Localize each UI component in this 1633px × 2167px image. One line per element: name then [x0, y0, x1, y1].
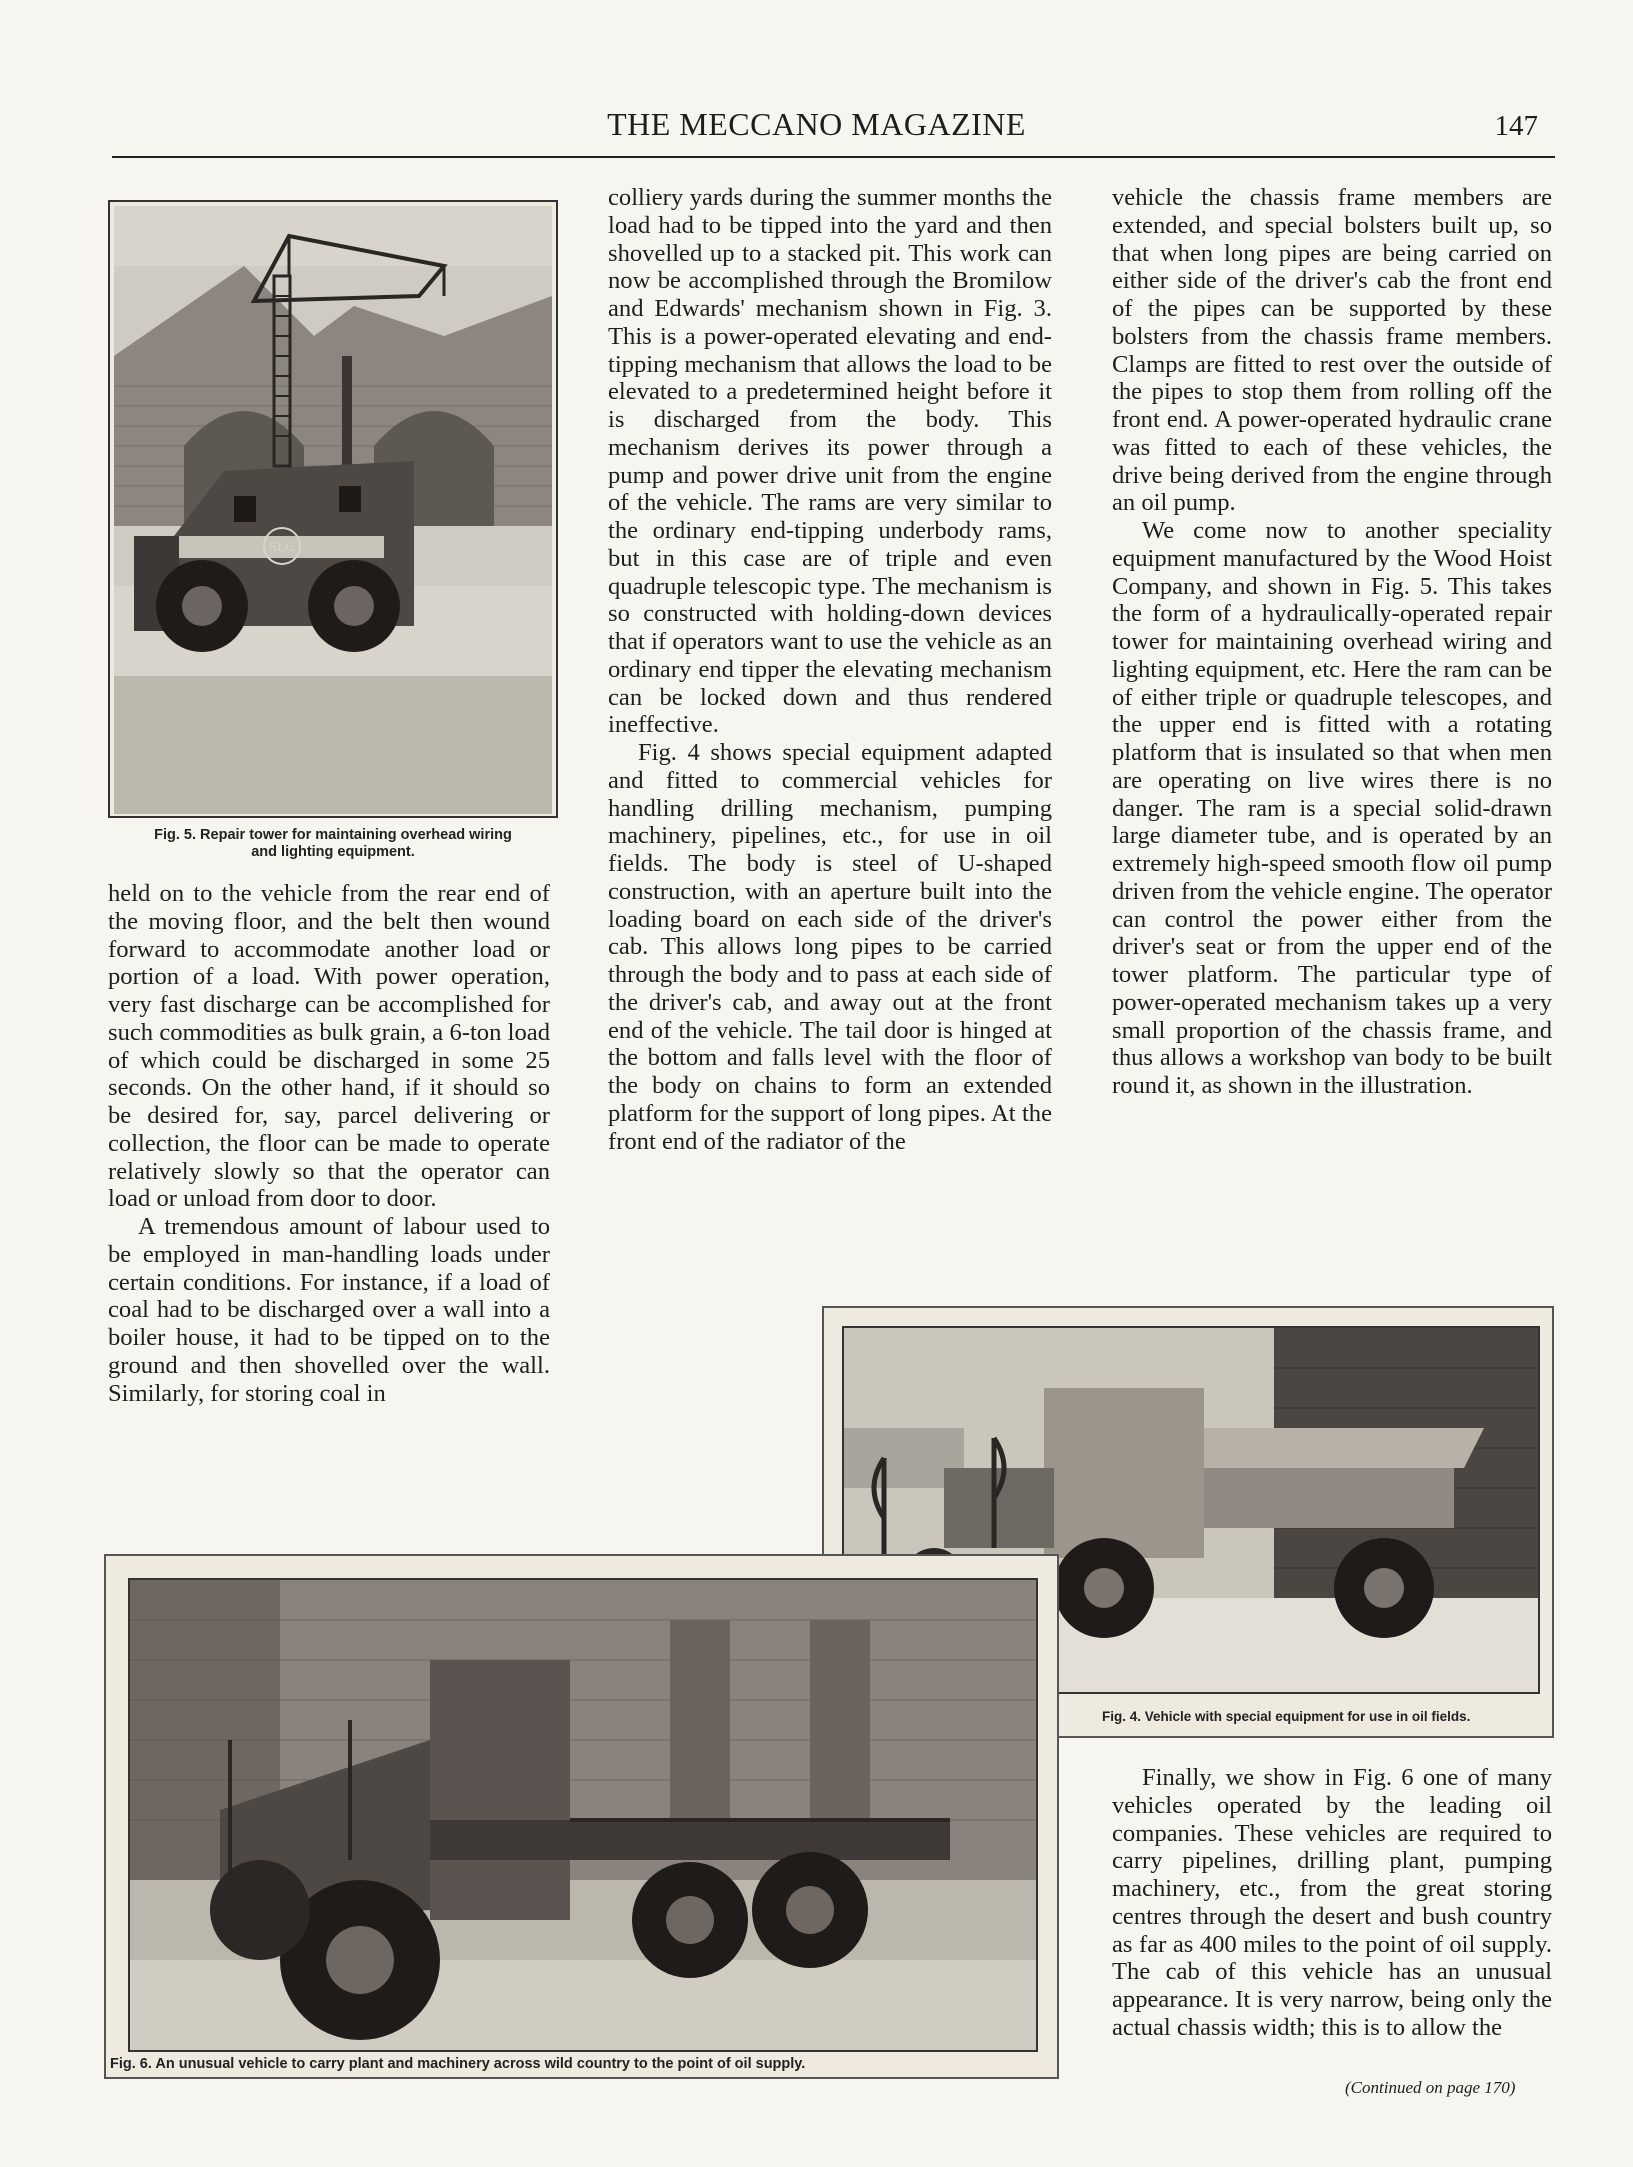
paragraph: colliery yards during the summer months the load had to be tipped into the yard and then shovelled up to a stacked pit. This work can now be accomplished through the Bromilow and Edwards' mechanism shown in Fig. 3. This is a power-operated elevating and end-tipping mechanism that allows the load to be elevated to a predetermined height before it is discharged from the body. This mechanism derives its power through a pump and power drive unit from the engine of the vehicle. The rams are very similar to the ordinary end-tipping underbody rams, but in this case are of triple and even quadruple telescopic type. The mechanism is so constructed with holding-down devices that if operators want to use the vehicle as an ordinary end tipper the elevating mechanism can be locked down and thus rendered ineffective. — [608, 184, 1052, 739]
paragraph: Fig. 4 shows special equipment adapted and fitted to commercial vehicles for handling drilling mechanism, pumping machinery, pipelines, etc., for use in oil fields. The body is steel of U-shaped construction, with an aperture built into the loading board on each side of the driver's cab. This allows long pipes to be carried through the body and to pass at each side of the driver's cab, and away out at the front end of the vehicle. The tail door is hinged at the bottom and falls level with the floor of the body on chains to form an extended platform for the support of long pipes. At the front end of the radiator of the — [608, 739, 1052, 1155]
page-header-title: THE MECCANO MAGAZINE — [607, 106, 1026, 142]
text-column-4 — [1112, 1764, 1552, 2104]
figure-4-caption: Fig. 4. Vehicle with special equipment for use in oil fields. — [1102, 1709, 1471, 1724]
text-column-3 — [1112, 184, 1552, 1280]
figure-5-caption-line-1: Fig. 5. Repair tower for maintaining overhead wiring — [154, 827, 512, 843]
paragraph: vehicle the chassis frame members are extended, and special bolsters built up, so that when long pipes are being carried on either side of the driver's cab the front end of the pipes can be supported by these bolsters from the chassis frame members. Clamps are fitted to rest over the outside of the pipes to stop them from rolling off the front end. A power-operated hydraulic crane was fitted to each of these vehicles, the drive being derived from the engine through an oil pump. — [1112, 184, 1552, 517]
figure-6-caption: Fig. 6. An unusual vehicle to carry plant and machinery across wild country to the point of oil supply. — [110, 2056, 806, 2072]
figure-5-caption — [108, 827, 558, 861]
continued-note: (Continued on page 170) — [1345, 2078, 1516, 2097]
page-number: 147 — [1494, 110, 1538, 142]
header-rule — [112, 156, 1555, 158]
figure-5-photo — [114, 206, 552, 814]
figure-6 — [104, 1554, 1059, 2079]
paragraph: We come now to another speciality equipment manufactured by the Wood Hoist Company, and shown in Fig. 5. This takes the form of a hydraulically-operated repair tower for maintaining overhead wiring and lighting equipment, etc. Here the ram can be of either triple or quadruple telescopes, and the upper end is fitted with a rotating platform that is insulated so that when men are operating on live wires there is no danger. The ram is a special solid-drawn large diameter tube, and is operated by an extremely high-speed smooth flow oil pump driven from the vehicle engine. The operator can control the power either from the driver's seat or from the upper end of the tower platform. The particular type of power-operated mechanism takes up a very small proportion of the chassis frame, and thus allows a workshop van body to be built round it, as shown in the illustration. — [1112, 517, 1552, 1099]
figure-6-photo — [128, 1578, 1038, 2052]
figure-5-emblem-text: SLC — [269, 540, 295, 555]
paragraph: A tremendous amount of labour used to be employed in man-handling loads under certain conditions. For instance, if a load of coal had to be discharged over a wall into a boiler house, it had to be tipped on to the ground and then shovelled over the wall. Similarly, for storing coal in — [108, 1213, 550, 1407]
text-column-1 — [108, 880, 550, 1530]
paragraph: Finally, we show in Fig. 6 one of many vehicles operated by the leading oil companies. These vehicles are required to carry pipelines, drilling plant, pumping machinery, etc., from the great storing centres through the desert and bush country as far as 400 miles to the point of oil supply. The cab of this vehicle has an unusual appearance. It is very narrow, being only the actual chassis width; this is to allow the — [1112, 1764, 1552, 2041]
figure-5 — [108, 200, 558, 818]
paragraph: held on to the vehicle from the rear end of the moving floor, and the belt then wound forward to accommodate another load or portion of a load. With power operation, very fast discharge can be accomplished for such commodities as bulk grain, a 6-ton load of which could be discharged in some 25 seconds. On the other hand, if it should so be desired for, say, parcel delivering or collection, the floor can be made to operate relatively slowly so that the operator can load or unload from door to door. — [108, 880, 550, 1213]
figure-5-caption-line-2: and lighting equipment. — [251, 844, 415, 860]
